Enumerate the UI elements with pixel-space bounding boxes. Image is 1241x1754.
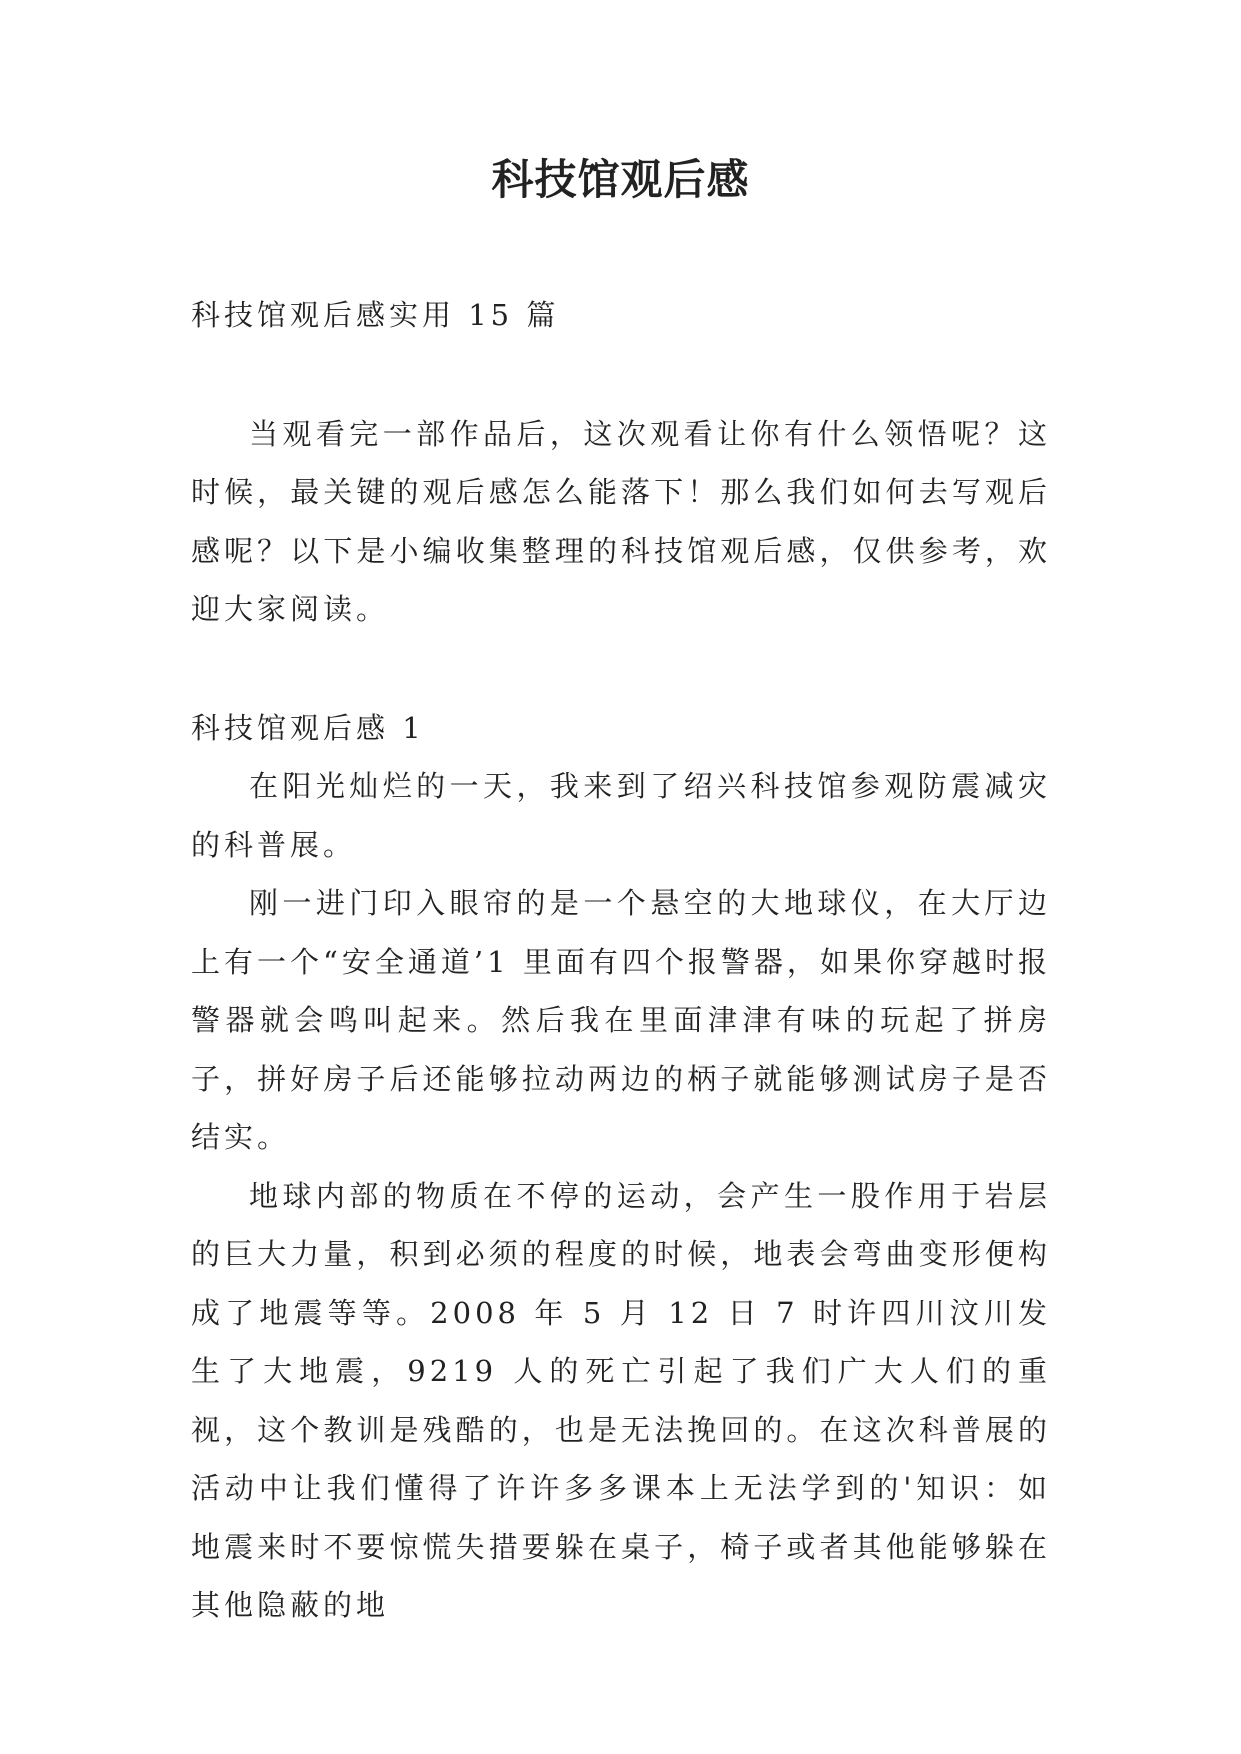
- body-paragraph: 在阳光灿烂的一天，我来到了绍兴科技馆参观防震减灾的科普展。: [191, 769, 1051, 862]
- spacer: [191, 639, 1051, 699]
- section-heading: 科技馆观后感 1: [191, 710, 425, 745]
- document-body: [191, 286, 1051, 1635]
- document-subtitle: 科技馆观后感实用 15 篇: [191, 298, 560, 332]
- document-title: 科技馆观后感: [491, 155, 750, 204]
- spacer: [191, 345, 1051, 405]
- intro-paragraph: 当观看完一部作品后，这次观看让你有什么领悟呢？这时候，最关键的观后感怎么能落下！那么我们如何去写观后感呢？以下是小编收集整理的科技馆观后感，仅供参考，欢迎大家阅读。: [191, 416, 1051, 626]
- body-paragraph: 刚一进门印入眼帘的是一个悬空的大地球仪，在大厅边上有一个“安全通道’1 里面有四个报警器，如果你穿越时报警器就会鸣叫起来。然后我在里面津津有味的玩起了拼房子，拼好房子后还能够拉动两边的柄子就能够测试房子是否结实。: [191, 886, 1051, 1154]
- body-paragraph: 地球内部的物质在不停的运动，会产生一股作用于岩层的巨大力量，积到必须的程度的时候，地表会弯曲变形便构成了地震等等。2008 年 5 月 12 日 7 时许四川汶川发生了大地震，9219 人的死亡引起了我们广大人们的重视，这个教训是残酷的，也是无法挽回的。在这次科普展的活动中让我们懂得了许许多多课本上无法学到的'知识：如地震来时不要惊慌失措要躲在桌子，椅子或者其他能够躲在其他隐蔽的地: [191, 1178, 1051, 1622]
